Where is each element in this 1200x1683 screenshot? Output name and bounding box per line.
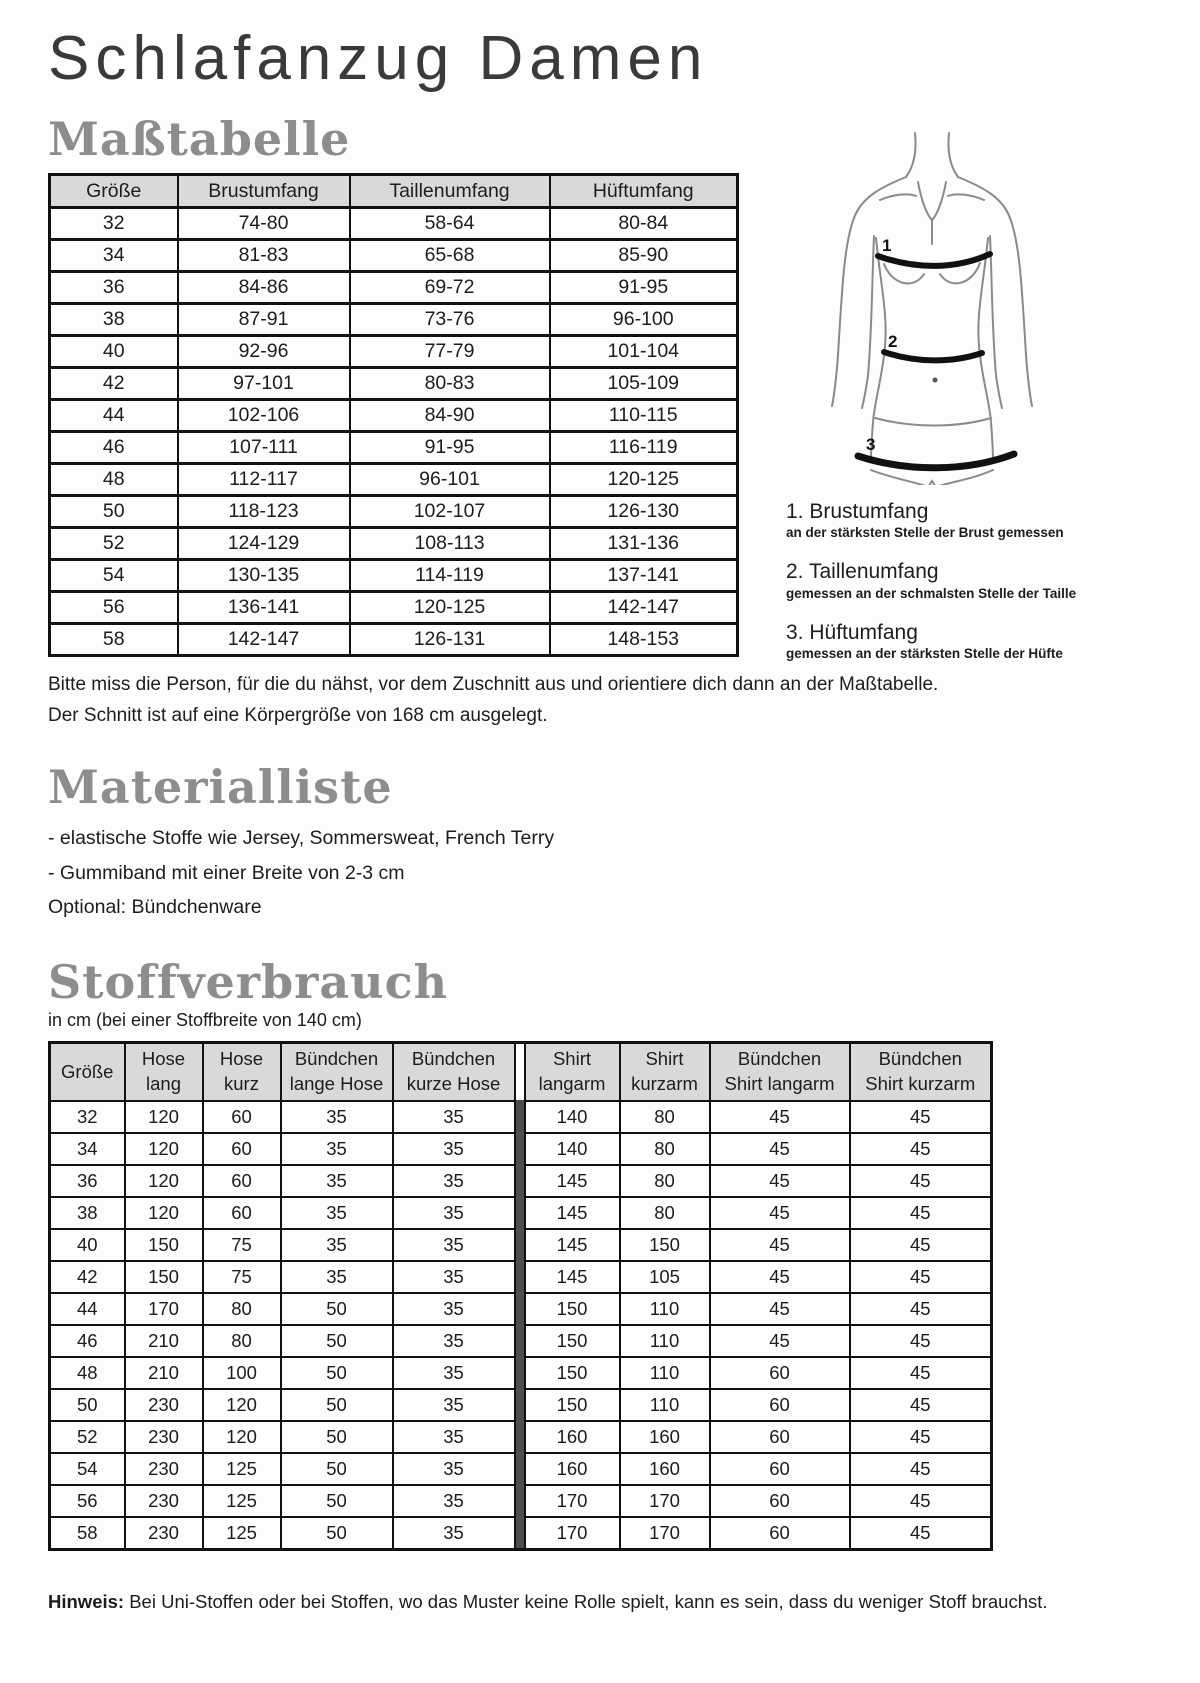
fabric-table-cell: 35 bbox=[281, 1197, 393, 1229]
size-table-head bbox=[50, 175, 738, 208]
legend-desc-chest: an der stärksten Stelle der Brust gemessen bbox=[786, 525, 1064, 541]
size-table-cell: 148-153 bbox=[550, 624, 738, 656]
fabric-table-cell: 60 bbox=[710, 1357, 850, 1389]
fabric-table-cell: 45 bbox=[850, 1485, 992, 1517]
fabric-table-header-cell bbox=[125, 1043, 203, 1102]
size-table-header-cell: Taillenumfang bbox=[350, 175, 550, 208]
fabric-table-cell: 50 bbox=[281, 1421, 393, 1453]
fabric-table-cell: 75 bbox=[203, 1229, 281, 1261]
navel-dot bbox=[933, 378, 938, 383]
size-table-cell: 32 bbox=[50, 208, 178, 240]
measurement-figure-column bbox=[786, 130, 1186, 680]
fabric-table-cell: 125 bbox=[203, 1453, 281, 1485]
size-table-cell: 120-125 bbox=[550, 464, 738, 496]
fabric-table-cell: 170 bbox=[525, 1517, 620, 1550]
size-table-cell: 44 bbox=[50, 400, 178, 432]
fabric-table-row bbox=[50, 1325, 992, 1357]
fabric-table-cell: 45 bbox=[710, 1261, 850, 1293]
fabric-table-cell: 45 bbox=[850, 1197, 992, 1229]
fabric-table-cell: 35 bbox=[281, 1101, 393, 1133]
fabric-table-cell: 150 bbox=[125, 1261, 203, 1293]
fabric-table-cell: 120 bbox=[125, 1165, 203, 1197]
fabric-table-header-line: Bündchen bbox=[294, 1048, 379, 1070]
fabric-table-cell: 45 bbox=[710, 1325, 850, 1357]
fabric-table-cell: 60 bbox=[203, 1101, 281, 1133]
fabric-table-cell: 34 bbox=[50, 1133, 125, 1165]
fabric-table-header-line: langarm bbox=[538, 1073, 606, 1095]
size-table-cell: 96-100 bbox=[550, 304, 738, 336]
fabric-table-row bbox=[50, 1389, 992, 1421]
fabric-table-row bbox=[50, 1485, 992, 1517]
fabric-table-row bbox=[50, 1261, 992, 1293]
size-table-cell: 81-83 bbox=[178, 240, 350, 272]
fabric-table-header-line: Shirt bbox=[645, 1048, 684, 1070]
fabric-table-header-cell bbox=[50, 1043, 125, 1102]
fabric-table-cell: 48 bbox=[50, 1357, 125, 1389]
fabric-table-cell: 230 bbox=[125, 1517, 203, 1550]
size-table-row bbox=[50, 208, 738, 240]
legend-desc-waist: gemessen an der schmalsten Stelle der Taille bbox=[786, 585, 1077, 601]
fabric-table-group-divider bbox=[515, 1043, 525, 1102]
fabric-table-group-divider bbox=[515, 1421, 525, 1453]
size-table-header-row bbox=[50, 175, 738, 208]
legend-label-chest: 1. Brustumfang bbox=[786, 500, 929, 523]
fabric-table-cell: 210 bbox=[125, 1325, 203, 1357]
size-table-row bbox=[50, 304, 738, 336]
fabric-table-cell: 45 bbox=[710, 1229, 850, 1261]
fabric-table-cell: 120 bbox=[125, 1101, 203, 1133]
fabric-table-cell: 35 bbox=[393, 1197, 515, 1229]
fabric-table-group-divider bbox=[515, 1197, 525, 1229]
fabric-table-cell: 230 bbox=[125, 1485, 203, 1517]
fabric-table-cell: 150 bbox=[525, 1357, 620, 1389]
fabric-table-cell: 80 bbox=[203, 1325, 281, 1357]
fabric-table-cell: 35 bbox=[393, 1325, 515, 1357]
size-table-row bbox=[50, 528, 738, 560]
legend-item-chest bbox=[786, 499, 1186, 542]
size-table-cell: 110-115 bbox=[550, 400, 738, 432]
fabric-table-body bbox=[50, 1101, 992, 1550]
size-table-cell: 136-141 bbox=[178, 592, 350, 624]
size-table-cell: 80-83 bbox=[350, 368, 550, 400]
size-table-cell: 48 bbox=[50, 464, 178, 496]
fabric-table-cell: 80 bbox=[620, 1165, 710, 1197]
size-table-cell: 50 bbox=[50, 496, 178, 528]
fabric-table-cell: 35 bbox=[393, 1421, 515, 1453]
size-table-cell: 107-111 bbox=[178, 432, 350, 464]
size-table-cell: 91-95 bbox=[350, 432, 550, 464]
fabric-table-row bbox=[50, 1453, 992, 1485]
fabric-table-cell: 52 bbox=[50, 1421, 125, 1453]
fabric-table-cell: 80 bbox=[620, 1197, 710, 1229]
note-measure-person: Bitte miss die Person, für die du nähst, vor dem Zuschnitt aus und orientiere dich dann an der Maßtabelle. bbox=[48, 674, 939, 696]
fabric-table-header-line: lang bbox=[146, 1073, 181, 1095]
size-table-cell: 80-84 bbox=[550, 208, 738, 240]
fabric-table-cell: 150 bbox=[525, 1389, 620, 1421]
legend-label-waist: 2. Taillenumfang bbox=[786, 560, 939, 584]
fabric-table-header-line: Hose bbox=[219, 1048, 264, 1070]
fabric-table-group-divider bbox=[515, 1133, 525, 1165]
fabric-table-cell: 35 bbox=[393, 1389, 515, 1421]
footer-note-label: Hinweis: bbox=[48, 1591, 125, 1613]
fabric-table-cell: 35 bbox=[281, 1229, 393, 1261]
fabric-table-cell: 60 bbox=[710, 1389, 850, 1421]
fabric-table-header-line: Shirt bbox=[552, 1048, 592, 1070]
fabric-table-cell: 140 bbox=[525, 1101, 620, 1133]
size-table-cell: 34 bbox=[50, 240, 178, 272]
size-table-cell: 69-72 bbox=[350, 272, 550, 304]
fabric-table-cell: 230 bbox=[125, 1389, 203, 1421]
fabric-table-row bbox=[50, 1357, 992, 1389]
fabric-table-row bbox=[50, 1517, 992, 1550]
fabric-table-cell: 80 bbox=[203, 1293, 281, 1325]
fabric-table-cell: 35 bbox=[393, 1357, 515, 1389]
measurement-legend bbox=[786, 499, 1186, 663]
fabric-table-cell: 35 bbox=[281, 1133, 393, 1165]
size-table bbox=[48, 173, 739, 657]
size-table-cell: 96-101 bbox=[350, 464, 550, 496]
fabric-table-cell: 36 bbox=[50, 1165, 125, 1197]
fabric-table-cell: 120 bbox=[125, 1197, 203, 1229]
fabric-table-group-divider bbox=[515, 1325, 525, 1357]
hip-band-line bbox=[858, 454, 1014, 468]
size-table-cell: 77-79 bbox=[350, 336, 550, 368]
fabric-table-cell: 45 bbox=[710, 1197, 850, 1229]
fabric-table-group-divider bbox=[515, 1389, 525, 1421]
fabric-table-cell: 120 bbox=[203, 1389, 281, 1421]
fabric-table-cell: 160 bbox=[620, 1421, 710, 1453]
fabric-table-cell: 35 bbox=[393, 1293, 515, 1325]
size-table-cell: 142-147 bbox=[550, 592, 738, 624]
fabric-table-header-line: kurzarm bbox=[631, 1073, 698, 1095]
size-table-cell: 65-68 bbox=[350, 240, 550, 272]
fabric-table-group-divider bbox=[515, 1453, 525, 1485]
fabric-table-cell: 50 bbox=[281, 1293, 393, 1325]
fabric-table-header-line: Bündchen bbox=[878, 1048, 962, 1070]
size-table-header-cell: Brustumfang bbox=[178, 175, 350, 208]
fabric-table-cell: 110 bbox=[620, 1325, 710, 1357]
chest-band-line bbox=[878, 254, 990, 266]
fabric-table-cell: 35 bbox=[281, 1261, 393, 1293]
fabric-table-header-cell bbox=[281, 1043, 393, 1102]
fabric-table-group-divider bbox=[515, 1293, 525, 1325]
band-label-3: 3 bbox=[866, 435, 876, 454]
size-table-cell: 126-131 bbox=[350, 624, 550, 656]
size-table-cell: 91-95 bbox=[550, 272, 738, 304]
fabric-table-cell: 56 bbox=[50, 1485, 125, 1517]
fabric-table-cell: 125 bbox=[203, 1485, 281, 1517]
fabric-table-cell: 60 bbox=[710, 1453, 850, 1485]
size-table-cell: 101-104 bbox=[550, 336, 738, 368]
fabric-table-group-divider bbox=[515, 1229, 525, 1261]
fabric-table-cell: 35 bbox=[393, 1453, 515, 1485]
fabric-heading: Stoffverbrauch bbox=[48, 954, 449, 1009]
size-table-cell: 108-113 bbox=[350, 528, 550, 560]
size-table-cell: 74-80 bbox=[178, 208, 350, 240]
fabric-table-cell: 145 bbox=[525, 1165, 620, 1197]
size-table-row bbox=[50, 240, 738, 272]
fabric-table-header-line: Shirt langarm bbox=[724, 1073, 835, 1095]
fabric-table-cell: 35 bbox=[393, 1229, 515, 1261]
fabric-table-cell: 105 bbox=[620, 1261, 710, 1293]
fabric-table bbox=[48, 1041, 993, 1551]
fabric-table-cell: 120 bbox=[125, 1133, 203, 1165]
fabric-table-row bbox=[50, 1197, 992, 1229]
fabric-table-cell: 32 bbox=[50, 1101, 125, 1133]
size-table-cell: 130-135 bbox=[178, 560, 350, 592]
fabric-table-cell: 160 bbox=[525, 1453, 620, 1485]
fabric-table-cell: 210 bbox=[125, 1357, 203, 1389]
fabric-table-row bbox=[50, 1293, 992, 1325]
fabric-table-cell: 60 bbox=[710, 1485, 850, 1517]
size-table-row bbox=[50, 272, 738, 304]
fabric-table-cell: 50 bbox=[281, 1389, 393, 1421]
legend-desc-hip: gemessen an der stärksten Stelle der Hüfte bbox=[786, 646, 1063, 661]
fabric-table-row bbox=[50, 1229, 992, 1261]
fabric-table-cell: 35 bbox=[393, 1133, 515, 1165]
size-table-cell: 105-109 bbox=[550, 368, 738, 400]
size-table-cell: 87-91 bbox=[178, 304, 350, 336]
fabric-table-cell: 80 bbox=[620, 1101, 710, 1133]
size-table-row bbox=[50, 400, 738, 432]
fabric-table-cell: 45 bbox=[850, 1517, 992, 1550]
size-table-cell: 102-107 bbox=[350, 496, 550, 528]
size-table-cell: 84-90 bbox=[350, 400, 550, 432]
fabric-table-cell: 230 bbox=[125, 1421, 203, 1453]
fabric-table-cell: 160 bbox=[620, 1453, 710, 1485]
size-table-cell: 52 bbox=[50, 528, 178, 560]
fabric-table-cell: 60 bbox=[710, 1421, 850, 1453]
size-table-cell: 142-147 bbox=[178, 624, 350, 656]
size-chart-heading: Maßtabelle bbox=[48, 112, 351, 167]
fabric-table-header-cell bbox=[525, 1043, 620, 1102]
size-table-row bbox=[50, 560, 738, 592]
size-table-cell: 120-125 bbox=[350, 592, 550, 624]
size-table-cell: 84-86 bbox=[178, 272, 350, 304]
fabric-table-cell: 45 bbox=[850, 1261, 992, 1293]
size-table-row bbox=[50, 624, 738, 656]
size-table-cell: 102-106 bbox=[178, 400, 350, 432]
size-table-row bbox=[50, 368, 738, 400]
fabric-table-cell: 150 bbox=[525, 1293, 620, 1325]
fabric-table-cell: 60 bbox=[203, 1197, 281, 1229]
fabric-table-cell: 160 bbox=[525, 1421, 620, 1453]
fabric-table-row bbox=[50, 1165, 992, 1197]
fabric-subtitle: in cm (bei einer Stoffbreite von 140 cm) bbox=[48, 1010, 362, 1031]
legend-item-waist bbox=[786, 559, 1186, 602]
footer-note bbox=[48, 1589, 1152, 1615]
fabric-table-cell: 170 bbox=[620, 1517, 710, 1550]
fabric-table-cell: 35 bbox=[393, 1165, 515, 1197]
fabric-table-cell: 50 bbox=[281, 1357, 393, 1389]
fabric-table-cell: 75 bbox=[203, 1261, 281, 1293]
fabric-table-cell: 45 bbox=[850, 1101, 992, 1133]
fabric-table-header-cell bbox=[203, 1043, 281, 1102]
fabric-table-header-row bbox=[50, 1043, 992, 1102]
size-table-row bbox=[50, 336, 738, 368]
fabric-table-row bbox=[50, 1101, 992, 1133]
body-measurement-diagram bbox=[822, 130, 1042, 485]
size-table-cell: 126-130 bbox=[550, 496, 738, 528]
materials-heading: Materialliste bbox=[48, 760, 393, 815]
fabric-table-cell: 120 bbox=[203, 1421, 281, 1453]
size-table-cell: 73-76 bbox=[350, 304, 550, 336]
fabric-table-cell: 35 bbox=[393, 1485, 515, 1517]
note-body-height: Der Schnitt ist auf eine Körpergröße von 168 cm ausgelegt. bbox=[48, 704, 548, 726]
size-table-cell: 124-129 bbox=[178, 528, 350, 560]
fabric-table-header-cell bbox=[620, 1043, 710, 1102]
fabric-table-cell: 230 bbox=[125, 1453, 203, 1485]
fabric-table-header-line: Größe bbox=[61, 1060, 114, 1082]
fabric-table-group-divider bbox=[515, 1517, 525, 1550]
fabric-table-cell: 35 bbox=[393, 1517, 515, 1550]
fabric-table-group-divider bbox=[515, 1485, 525, 1517]
fabric-table-cell: 45 bbox=[850, 1325, 992, 1357]
fabric-table-cell: 50 bbox=[281, 1325, 393, 1357]
size-table-cell: 112-117 bbox=[178, 464, 350, 496]
size-table-cell: 56 bbox=[50, 592, 178, 624]
size-table-header-cell: Hüftumfang bbox=[550, 175, 738, 208]
fabric-table-cell: 45 bbox=[710, 1165, 850, 1197]
fabric-table-cell: 150 bbox=[125, 1229, 203, 1261]
fabric-table-cell: 110 bbox=[620, 1357, 710, 1389]
fabric-table-cell: 45 bbox=[850, 1229, 992, 1261]
fabric-table-cell: 45 bbox=[850, 1453, 992, 1485]
size-table-cell: 118-123 bbox=[178, 496, 350, 528]
waist-band-line bbox=[884, 352, 982, 360]
size-table-header-cell: Größe bbox=[50, 175, 178, 208]
fabric-table-cell: 140 bbox=[525, 1133, 620, 1165]
fabric-table-row bbox=[50, 1421, 992, 1453]
fabric-table-cell: 45 bbox=[850, 1293, 992, 1325]
fabric-table-row bbox=[50, 1133, 992, 1165]
legend-label-hip: 3. Hüftumfang bbox=[786, 620, 918, 644]
band-label-1: 1 bbox=[882, 236, 892, 255]
legend-item-hip bbox=[786, 620, 1186, 663]
fabric-table-cell: 45 bbox=[710, 1101, 850, 1133]
footer-note-text: Bei Uni-Stoffen oder bei Stoffen, wo das Muster keine Rolle spielt, kann es sein, dass du weniger Stoff brauchst. bbox=[124, 1591, 1048, 1613]
fabric-table-cell: 60 bbox=[203, 1133, 281, 1165]
fabric-table-cell: 170 bbox=[525, 1485, 620, 1517]
size-table-row bbox=[50, 592, 738, 624]
size-table-cell: 114-119 bbox=[350, 560, 550, 592]
fabric-table-header-line: Bündchen bbox=[411, 1048, 496, 1070]
fabric-table-cell: 170 bbox=[620, 1485, 710, 1517]
fabric-table-cell: 110 bbox=[620, 1389, 710, 1421]
size-table-cell: 97-101 bbox=[178, 368, 350, 400]
fabric-table-cell: 50 bbox=[50, 1389, 125, 1421]
fabric-table-head bbox=[50, 1043, 992, 1102]
fabric-table-cell: 44 bbox=[50, 1293, 125, 1325]
size-table-cell: 58-64 bbox=[350, 208, 550, 240]
fabric-table-cell: 35 bbox=[393, 1101, 515, 1133]
size-table-row bbox=[50, 464, 738, 496]
band-label-2: 2 bbox=[888, 332, 898, 351]
fabric-table-header-cell bbox=[393, 1043, 515, 1102]
size-table-cell: 40 bbox=[50, 336, 178, 368]
fabric-table-cell: 145 bbox=[525, 1261, 620, 1293]
fabric-table-cell: 46 bbox=[50, 1325, 125, 1357]
fabric-table-cell: 50 bbox=[281, 1485, 393, 1517]
fabric-table-cell: 50 bbox=[281, 1453, 393, 1485]
page-title: Schlafanzug Damen bbox=[48, 24, 709, 93]
fabric-table-cell: 100 bbox=[203, 1357, 281, 1389]
fabric-table-group-divider bbox=[515, 1357, 525, 1389]
fabric-table-cell: 35 bbox=[393, 1261, 515, 1293]
fabric-table-header-line: Hose bbox=[141, 1048, 186, 1070]
fabric-table-cell: 42 bbox=[50, 1261, 125, 1293]
fabric-table-cell: 45 bbox=[850, 1389, 992, 1421]
materials-list bbox=[48, 821, 1152, 923]
fabric-table-header-line: kurz bbox=[224, 1073, 259, 1095]
size-table-cell: 85-90 bbox=[550, 240, 738, 272]
section-materials bbox=[48, 760, 1152, 924]
size-table-cell: 137-141 bbox=[550, 560, 738, 592]
size-table-cell: 116-119 bbox=[550, 432, 738, 464]
fabric-table-cell: 170 bbox=[125, 1293, 203, 1325]
fabric-table-cell: 50 bbox=[281, 1517, 393, 1550]
fabric-table-group-divider bbox=[515, 1101, 525, 1133]
size-table-row bbox=[50, 432, 738, 464]
size-table-body bbox=[50, 208, 738, 656]
material-item-fabrics: - elastische Stoffe wie Jersey, Sommersweat, French Terry bbox=[48, 827, 555, 850]
fabric-table-cell: 150 bbox=[525, 1325, 620, 1357]
fabric-table-cell: 45 bbox=[850, 1165, 992, 1197]
fabric-table-cell: 145 bbox=[525, 1197, 620, 1229]
fabric-table-group-divider bbox=[515, 1261, 525, 1293]
fabric-table-cell: 54 bbox=[50, 1453, 125, 1485]
fabric-table-cell: 38 bbox=[50, 1197, 125, 1229]
size-table-cell: 54 bbox=[50, 560, 178, 592]
size-table-row bbox=[50, 496, 738, 528]
size-table-cell: 92-96 bbox=[178, 336, 350, 368]
size-table-cell: 42 bbox=[50, 368, 178, 400]
fabric-table-cell: 145 bbox=[525, 1229, 620, 1261]
material-item-elastic: - Gummiband mit einer Breite von 2-3 cm bbox=[48, 861, 405, 884]
fabric-table-cell: 45 bbox=[710, 1293, 850, 1325]
size-table-cell: 46 bbox=[50, 432, 178, 464]
fabric-table-cell: 45 bbox=[850, 1133, 992, 1165]
fabric-table-header-line: Bündchen bbox=[737, 1048, 822, 1070]
fabric-table-header-line: kurze Hose bbox=[406, 1073, 501, 1095]
fabric-table-group-divider bbox=[515, 1165, 525, 1197]
fabric-table-cell: 80 bbox=[620, 1133, 710, 1165]
fabric-table-header-line: lange Hose bbox=[289, 1073, 384, 1095]
material-item-optional: Optional: Bündchenware bbox=[48, 895, 262, 918]
fabric-table-cell: 35 bbox=[281, 1165, 393, 1197]
fabric-table-cell: 45 bbox=[710, 1133, 850, 1165]
fabric-table-header-line: Shirt kurzarm bbox=[865, 1073, 976, 1095]
fabric-table-cell: 58 bbox=[50, 1517, 125, 1550]
fabric-table-cell: 40 bbox=[50, 1229, 125, 1261]
fabric-table-header-cell bbox=[710, 1043, 850, 1102]
size-table-cell: 58 bbox=[50, 624, 178, 656]
fabric-table-header-cell bbox=[850, 1043, 992, 1102]
fabric-table-cell: 60 bbox=[710, 1517, 850, 1550]
fabric-table-cell: 45 bbox=[850, 1357, 992, 1389]
fabric-table-cell: 45 bbox=[850, 1421, 992, 1453]
size-table-cell: 36 bbox=[50, 272, 178, 304]
fabric-table-cell: 125 bbox=[203, 1517, 281, 1550]
section-fabric-consumption bbox=[48, 954, 1152, 1551]
fabric-table-cell: 60 bbox=[203, 1165, 281, 1197]
size-table-cell: 38 bbox=[50, 304, 178, 336]
fabric-table-cell: 150 bbox=[620, 1229, 710, 1261]
fabric-table-cell: 110 bbox=[620, 1293, 710, 1325]
size-table-cell: 131-136 bbox=[550, 528, 738, 560]
